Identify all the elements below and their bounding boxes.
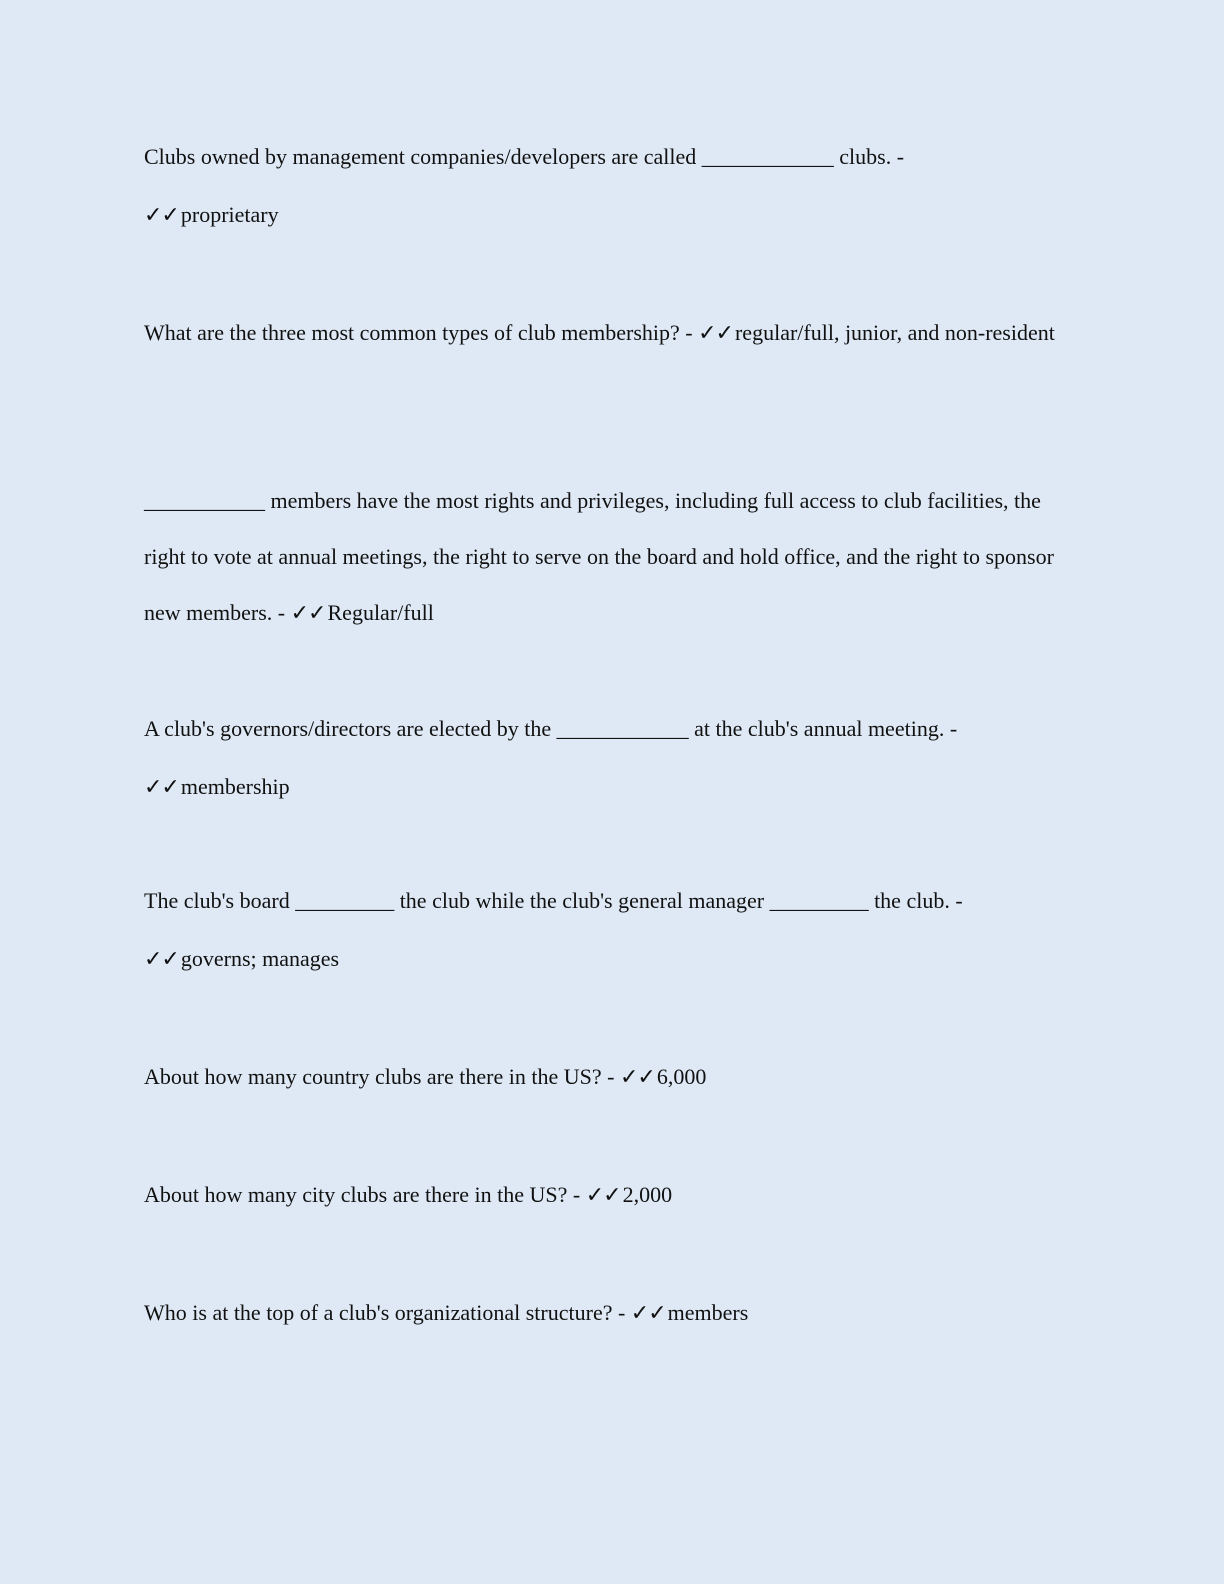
qa-item-5 bbox=[144, 872, 1080, 989]
double-check-icon: ✓✓ bbox=[585, 1183, 621, 1208]
double-check-icon: ✓✓ bbox=[619, 1065, 655, 1090]
question-text: About how many city clubs are there in the US? - bbox=[144, 1182, 581, 1207]
double-check-icon: ✓✓ bbox=[144, 775, 179, 800]
question-text: ___________ members have the most rights and privileges, including full access to club facilities, the right to vote at annual meetings, the right to serve on the board and hold office, and the right to sponsor new members. - bbox=[144, 488, 1054, 625]
qa-item-1 bbox=[144, 128, 1080, 245]
question-text: About how many country clubs are there in the US? - bbox=[144, 1064, 615, 1089]
answer-text: proprietary bbox=[180, 202, 279, 227]
qa-item-6 bbox=[144, 1048, 1080, 1107]
question-text: What are the three most common types of club membership? - bbox=[144, 320, 693, 345]
qa-item-3 bbox=[144, 473, 1080, 642]
double-check-icon: ✓✓ bbox=[144, 947, 179, 972]
answer-text: 2,000 bbox=[622, 1182, 673, 1207]
double-check-icon: ✓✓ bbox=[144, 203, 179, 228]
question-text: A club's governors/directors are elected by the ____________ at the club's annual meeting. - bbox=[144, 716, 958, 741]
question-text: Who is at the top of a club's organizational structure? - bbox=[144, 1300, 626, 1325]
answer-text: members bbox=[667, 1300, 749, 1325]
answer-text: regular/full, junior, and non-resident bbox=[734, 320, 1055, 345]
answer-text: 6,000 bbox=[656, 1064, 707, 1089]
question-text: The club's board _________ the club while the club's general manager _________ the club. - bbox=[144, 888, 963, 913]
answer-text: Regular/full bbox=[327, 600, 434, 625]
answer-text: governs; manages bbox=[180, 946, 340, 971]
qa-item-4 bbox=[144, 700, 1080, 817]
double-check-icon: ✓✓ bbox=[630, 1301, 666, 1326]
qa-item-8 bbox=[144, 1284, 1080, 1343]
answer-text: membership bbox=[180, 774, 290, 799]
double-check-icon: ✓✓ bbox=[290, 601, 326, 626]
qa-item-2 bbox=[144, 304, 1080, 363]
qa-item-7 bbox=[144, 1166, 1080, 1225]
double-check-icon: ✓✓ bbox=[698, 321, 733, 346]
question-text: Clubs owned by management companies/developers are called ____________ clubs. - bbox=[144, 144, 905, 169]
